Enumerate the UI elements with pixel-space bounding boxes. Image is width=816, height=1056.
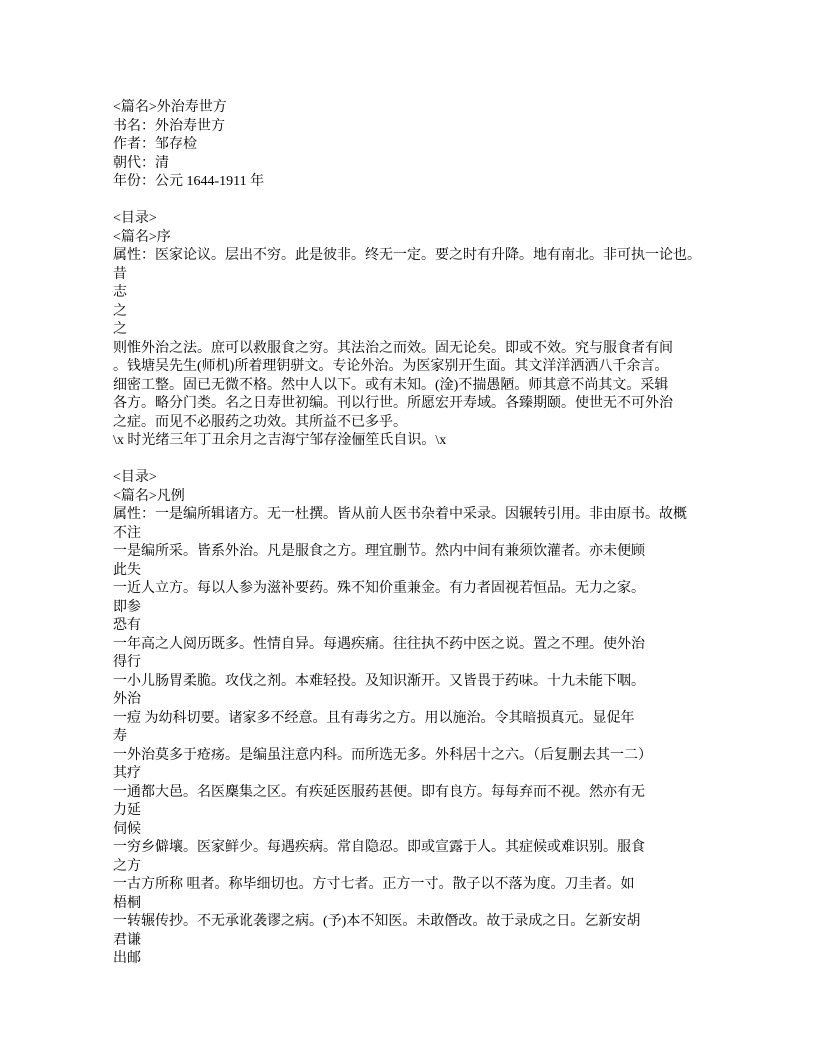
text-line: <目录> [113, 211, 157, 226]
text-line: 年份：公元 1644-1911 年 [113, 174, 265, 189]
text-line: 朝代：清 [113, 155, 169, 171]
text-line: 一转辗传抄。不无承讹袭谬之病。(予)本不知医。未敢僭改。故于录成之日。乞新安胡 [113, 914, 641, 929]
text-line: 伺候 [113, 821, 141, 837]
text-line [113, 451, 713, 470]
text-line: 志 [113, 285, 127, 300]
text-line: 作者：邹存检 [113, 137, 197, 152]
text-line: 梧桐 [113, 895, 141, 911]
text-line: <篇名>外治寿世方 [113, 100, 227, 115]
text-line: 即参 [113, 599, 141, 615]
text-line: 其疗 [113, 766, 141, 781]
text-line: 君谦 [113, 932, 141, 948]
text-line: 一古方所称 咀者。称毕细切也。方寸七者。正方一寸。散子以不落为度。刀圭者。如 [113, 877, 635, 892]
text-line: 恐有 [113, 618, 141, 633]
text-line: 不注 [113, 525, 141, 541]
text-line: 一穷乡僻壤。医家鲜少。每遇疾病。常自隐忍。即或宣露于人。其症候或难识别。服食 [113, 840, 645, 855]
text-line: 一外治莫多于疮疡。是编虽注意内科。而所选无多。外科居十之六。（后复删去其一二） [113, 747, 652, 763]
text-line: <篇名>序 [113, 229, 171, 245]
text-line: 一通都大邑。名医麇集之区。有疾延医服药甚便。即有良方。每每弃而不视。然亦有无 [113, 784, 645, 800]
text-line: 一年高之人阅历既多。性情自异。每遇疾痛。往往执不药中医之说。置之不理。使外治 [113, 636, 645, 652]
text-line: 得行 [113, 655, 141, 670]
text-line: 之症。而见不必服药之功效。其所益不已多乎。 [113, 414, 407, 430]
text-line: 出邮 [113, 951, 141, 966]
text-line: 细密工整。固已无微不格。然中人以下。或有未知。(淦)不揣愚陋。师其意不尚其文。采辑 [113, 377, 669, 393]
text-line: 。钱塘吴先生(师机)所着理钥骈文。专论外治。为医家别开生面。其文洋洋洒洒八千余言。 [113, 359, 669, 374]
text-line: 各方。略分门类。名之日寿世初编。刊以行世。所愿宏开寿域。各臻期颐。使世无不可外治 [113, 396, 673, 411]
text-line: <篇名>凡例 [113, 488, 185, 504]
text-line: 此失 [113, 562, 141, 578]
text-line: <目录> [113, 470, 157, 485]
text-line: 一是编所采。皆系外治。凡是服食之方。理宜删节。然内中间有兼须饮灌者。亦未便顾 [113, 544, 645, 559]
text-line: 属性：一是编所辑诸方。无一杜撰。皆从前人医书杂着中采录。因辗转引用。非由原书。故概 [113, 507, 687, 522]
text-line: 之 [113, 303, 127, 319]
text-line: 书名：外治寿世方 [113, 118, 225, 134]
text-line: 寿 [113, 729, 127, 744]
text-line: 之 [113, 322, 127, 337]
text-line: 一近人立方。每以人参为滋补要药。殊不知价重兼金。有力者固视若恒品。无力之家。 [113, 581, 645, 596]
text-line: 之方 [113, 858, 141, 874]
text-line: 力延 [113, 803, 141, 818]
text-line: 则惟外治之法。庶可以救服食之穷。其法治之而效。固无论矣。即或不效。究与服食者有间 [113, 340, 673, 356]
text-line: 属性：医家论议。层出不穷。此是彼非。终无一定。要之时有升降。地有南北。非可执一论也。 [113, 248, 701, 263]
document-text [113, 99, 713, 969]
text-line: 外治 [113, 692, 141, 707]
text-line: 昔 [113, 266, 127, 282]
text-line: \x 时光绪三年丁丑余月之吉海宁邹存淦俪笙氏自识。\x [113, 433, 447, 448]
text-line: 一痘 为幼科切要。诸家多不经意。且有毒劣之方。用以施治。令其暗损真元。显促年 [113, 710, 635, 726]
text-line: 一小儿肠胃柔脆。攻伐之剂。本难轻投。及知识渐开。又皆畏于药味。十九未能下咽。 [113, 673, 645, 689]
text-line [113, 192, 713, 211]
